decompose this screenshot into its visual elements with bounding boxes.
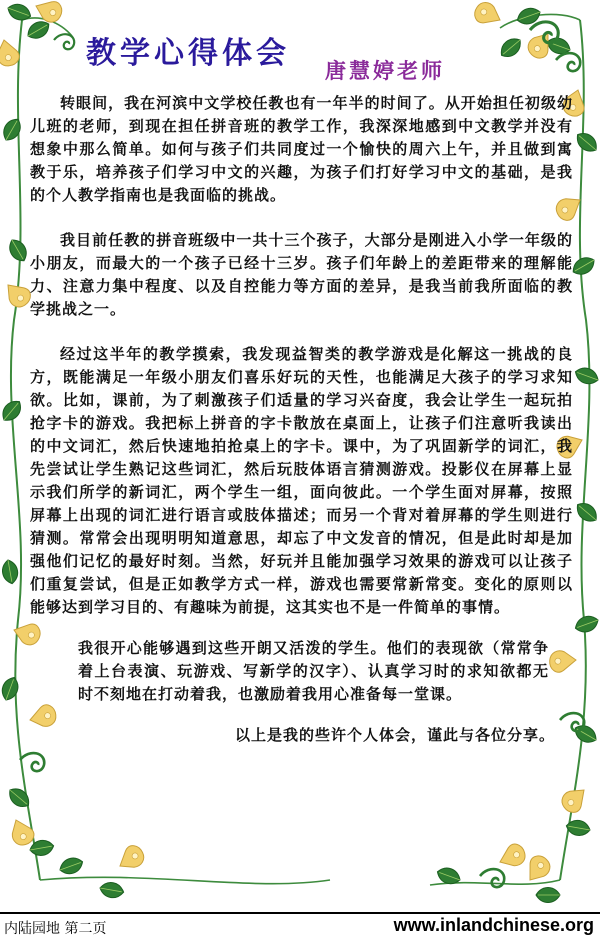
- page-title: 教学心得体会: [86, 36, 290, 71]
- article-body: [30, 92, 573, 769]
- footer-page-label: 内陆园地 第二页: [4, 921, 107, 937]
- footer-website-link[interactable]: www.inlandchinese.org: [393, 915, 594, 935]
- author-name: 唐慧婷老师: [325, 58, 445, 83]
- paragraph: 经过这半年的教学摸索，我发现益智类的教学游戏是化解这一挑战的良方，既能满足一年级小朋友们喜乐好玩的天性，也能满足大孩子的学习求知欲。比如，课前，为了刺激孩子们适量的学习兴奋度，我会让学生一起玩拍抢字卡的游戏。我把标上拼音的字卡散放在桌面上，让孩子们注意听我读出的中文词汇，然后快速地拍抢桌上的字卡。课中，为了巩固新学的词汇，我先尝试让学生熟记这些词汇，然后玩肢体语言猜测游戏。投影仪在屏幕上显示我们所学的新词汇，两个学生一组，面向彼此。一个学生面对屏幕，按照屏幕上出现的词汇进行语言或肢体描述；而另一个背对着屏幕的学生则进行猜测。常常会出现明明知道意思，却忘了中文发音的情况，但是此时却是加强他们记忆的最好时刻。当然，好玩并且能加强学习效果的游戏可以让孩子们重复尝试，但是正如教学方式一样，游戏也需要常新常变。变化的原则以能够达到学习目的、有趣味为前提，这其实也不是一件简单的事情。: [30, 345, 573, 616]
- paragraph: 我很开心能够遇到这些开朗又活泼的学生。他们的表现欲（常常争着上台表演、玩游戏、写新学的汉字）、认真学习时的求知欲都无时不刻地在打动着我，也激励着我用心准备每一堂课。: [78, 639, 549, 703]
- closing-line: 以上是我的些许个人体会，谨此与各位分享。: [234, 726, 555, 744]
- page-footer: [0, 912, 600, 940]
- paragraph: 转眼间，我在河滨中文学校任教也有一年半的时间了。从开始担任初级幼儿班的老师，到现在担任拼音班的教学工作，我深深地感到中文教学并没有想象中那么简单。如何与孩子们共同度过一个愉快的周六上午，并且做到寓教于乐，培养孩子们学习中文的兴趣，为孩子们打好学习中文的基础，是我的个人教学指南也是我面临的挑战。: [30, 94, 573, 204]
- paragraph: 我目前任教的拼音班级中一共十三个孩子，大部分是刚进入小学一年级的小朋友，而最大的一个孩子已经十三岁。孩子们年龄上的差距带来的理解能力、注意力集中程度、以及自控能力等方面的差异，是我当前我所面临的教学挑战之一。: [30, 231, 573, 318]
